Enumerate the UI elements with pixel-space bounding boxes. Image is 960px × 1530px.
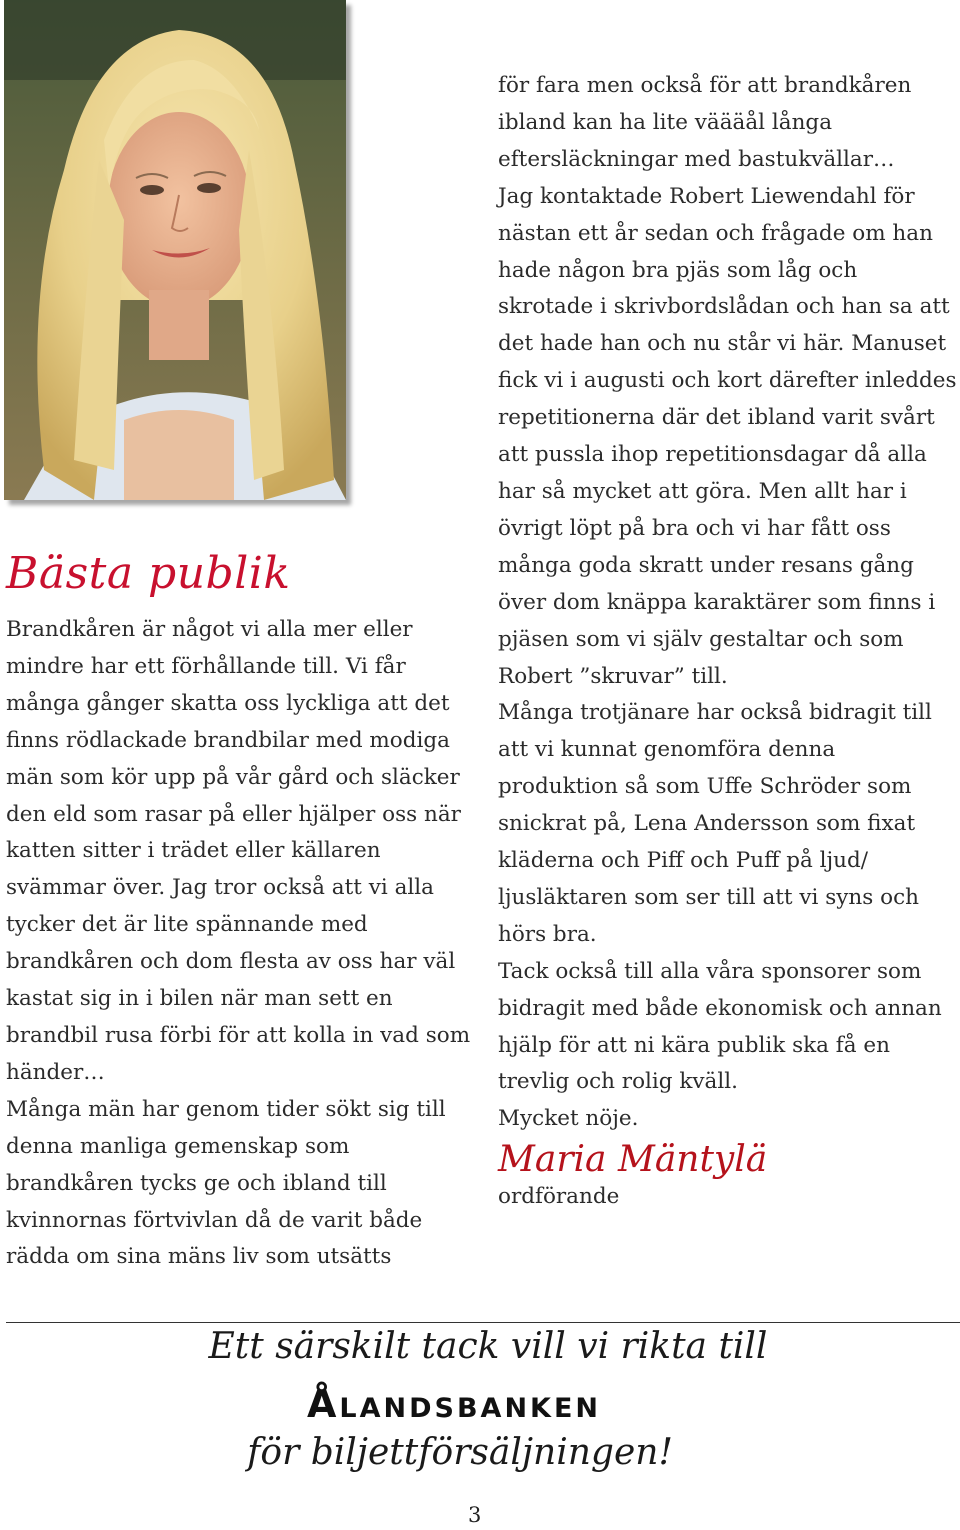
right-text-column — [498, 68, 958, 1212]
page-number: 3 — [468, 1503, 482, 1527]
paragraph: Mycket nöje. — [498, 1106, 639, 1132]
sponsor-name: Ålandsbanken — [307, 1382, 601, 1426]
signature: Maria Mäntylä — [498, 1139, 768, 1181]
left-text-column — [6, 612, 476, 1276]
portrait-illustration — [4, 0, 346, 500]
paragraph: Många trotjänare har också bidragit till att vi kunnat genomföra denna produktion så som Uffe Schröder som snickrat på, Lena Andersson som fixat kläderna och Piff och Puff på ljud/ ljusläktaren som ser till att vi syns och hörs bra. — [498, 700, 932, 947]
divider-line — [6, 1322, 960, 1323]
paragraph: för fara men också för att brandkåren ibland kan ha lite väääål långa eftersläckningar med bastukvällar… — [498, 73, 912, 172]
paragraph: Brandkåren är något vi alla mer eller mindre har ett förhållande till. Vi får många gånger skatta oss lyckliga att det finns rödlackade brandbilar med modiga män som kör upp på vår gård och släcker den eld som rasar på eller hjälper oss när katten sitter i trädet eller källaren svämmar över. Jag tror också att vi alla tycker det är lite spännande med brandkåren och dom flesta av oss har väl kastat sig in i bilen när man sett en brandbil rusa förbi för att kolla in vad som händer… — [6, 617, 471, 1085]
thanks-line: för biljettförsäljningen! — [247, 1432, 673, 1473]
thanks-line: Ett särskilt tack vill vi rikta till — [208, 1326, 768, 1367]
article-heading: Bästa publik — [6, 548, 291, 599]
signature-role: ordförande — [498, 1184, 620, 1210]
paragraph: Många män har genom tider sökt sig till denna manliga gemenskap som brandkåren tycks ge och ibland till kvinnornas förtvivlan då de varit både rädda om sina mäns liv som utsätts — [6, 1096, 446, 1270]
paragraph: Tack också till alla våra sponsorer som bidragit med både ekonomisk och annan hjälp för att ni kära publik ska få en trevlig och rolig kväll. — [498, 958, 942, 1095]
paragraph: Jag kontaktade Robert Liewendahl för nästan ett år sedan och frågade om han hade någon bra pjäs som låg och skrotade i skrivbordslådan och han sa att det hade han och nu står vi här. Manuset fick vi i augusti och kort därefter inleddes repetitionerna där det ibland varit svårt att pussla ihop repetitionsdagar då alla har så mycket att göra. Men allt har i övrigt löpt på bra och vi har fått oss många goda skratt under resans gång över dom knäppa karaktärer som finns i pjäsen som vi själv gestaltar och som Robert ”skruvar” till. — [498, 183, 957, 689]
portrait-photo — [4, 0, 346, 500]
